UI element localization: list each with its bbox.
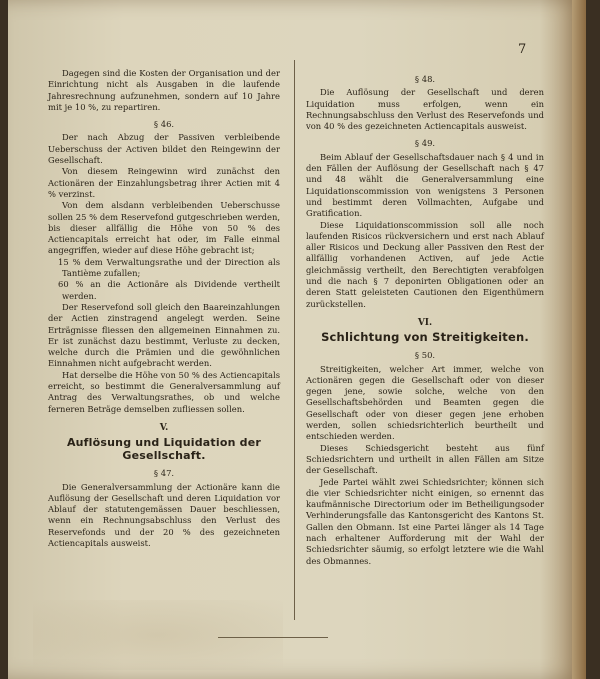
section-v-title: Auflösung und Liquidation der Gesellschaft. — [66, 436, 262, 463]
section-v-numeral: V. — [159, 422, 169, 433]
section-49-paragraph-2: Diese Liquidationscommission soll alle noch laufenden Risicos rückversichern und erst nach Ablauf aller Risicos und Deckung aller Passiven den Rest der allfällig vorhandenen Activen, auf jede Actie gleichmässig vertheilt, den Berechtigten verabfolgen und die nach § 7 deponirten Obligationen oder an deren Statt geleisteten Cautionen den Eigenthümern zurückstellen. — [306, 219, 544, 309]
section-46-label: § 46. — [153, 119, 175, 130]
bottom-rule — [218, 637, 328, 638]
section-48-paragraph-1: Die Auflösung der Gesellschaft und deren Liquidation muss erfolgen, wenn ein Rechnungsabschluss den Verlust des Reservefonds und von 40 % des gezeichneten Actiencapitals ausweist. — [306, 87, 544, 132]
section-50-paragraph-3: Jede Partei wählt zwei Schiedsrichter; können sich die vier Schiedsrichter nicht einigen, so ernennt das kaufmännische Directorium oder im Betheiligungsoder Verhinderungsfalle das Kantonsgericht des Kantons St. Gallen den Obmann. Ist eine Partei länger als 14 Tage nach erhaltener Aufforderung mit der Wahl der Schiedsrichter säumig, so erfolgt letztere wie die Wahl des Obmannes. — [306, 476, 544, 566]
left-column — [48, 68, 280, 549]
intro-paragraph: Dagegen sind die Kosten der Organisation und der Einrichtung nicht als Ausgaben in die laufende Jahresrechnung aufzunehmen, sondern auf 10 Jahre mit je 10 %, zu repartiren. — [48, 68, 280, 112]
section-46-paragraph-1: Der nach Abzug der Passiven verbleibende Ueberschuss der Activen bildet den Reingewinn der Gesellschaft. — [48, 132, 280, 166]
section-46-item-2: 60 % an die Actionäre als Dividende vertheilt werden. — [58, 279, 280, 301]
section-47-label: § 47. — [153, 468, 175, 479]
section-vi-numeral: VI. — [417, 317, 433, 328]
page-number: 7 — [518, 42, 527, 57]
right-column — [306, 68, 544, 567]
section-50-paragraph-1: Streitigkeiten, welcher Art immer, welche von Actionären gegen die Gesellschaft oder von dieser gegen jene, sowie solche, welche von den Gesellschaftsbehörden und Beamten gegen die Gesellschaft oder von dieser gegen jene erhoben werden, sollen schiedsrichterlich beurtheilt und entschieden werden. — [306, 363, 544, 442]
book-page — [8, 0, 586, 679]
section-49-paragraph-1: Beim Ablauf der Gesellschaftsdauer nach § 4 und in den Fällen der Auflösung der Gesellschaft nach § 47 und 48 wählt die Generalversammlung eine Liquidationscommission von wenigstens 3 Personen und bestimmt deren Vollmachten, Aufgabe und Gratification. — [306, 151, 544, 219]
section-46-paragraph-5: Hat derselbe die Höhe von 50 % des Actiencapitals erreicht, so bestimmt die Generalversammlung auf Antrag des Verwaltungsrathes, ob und welche ferneren Beträge demselben zufliessen sollen. — [48, 369, 280, 414]
section-46-item-1: 15 % dem Verwaltungsrathe und der Direction als Tantième zufallen; — [58, 256, 280, 279]
section-46-paragraph-4: Der Reservefond soll gleich den Baareinzahlungen der Actien zinstragend angelegt werden. Seine Erträgnisse fliessen den allgemeinen Einnahmen zu. Er ist zunächst dazu bestimmt, Verluste zu decken, welche durch die Prämien und die gewöhnlichen Einnahmen nicht aufgebracht werden. — [48, 301, 280, 369]
page-edge — [572, 0, 586, 679]
section-46-paragraph-2: Von diesem Reingewinn wird zunächst den Actionären der Einzahlungsbetrag ihrer Actien mit 4 % verzinst. — [48, 166, 280, 199]
section-50-label: § 50. — [414, 350, 436, 361]
section-49-label: § 49. — [414, 138, 436, 149]
section-vi-title: Schlichtung von Streitigkeiten. — [321, 330, 529, 345]
column-divider — [294, 60, 295, 620]
section-47-paragraph-1: Die Generalversammlung der Actionäre kann die Auflösung der Gesellschaft und deren Liquidation vor Ablauf der statutengemässen Dauer beschliessen, wenn ein Rechnungsabschluss den Verlust des Reservefonds und der 20 % des gezeichneten Actiencapitals ausweist. — [48, 481, 280, 548]
paper-stain — [33, 600, 283, 670]
section-50-paragraph-2: Dieses Schiedsgericht besteht aus fünf Schiedsrichtern und urtheilt in allen Fällen am Sitze der Gesellschaft. — [306, 442, 544, 476]
section-48-label: § 48. — [414, 74, 436, 84]
section-46-paragraph-3: Von dem alsdann verbleibenden Ueberschusse sollen 25 % dem Reservefond gutgeschrieben werden, bis dieser allfällig die Höhe von 50 % des Actiencapitals erreicht hat oder, im Falle einmal angegriffen, wieder auf diese Höhe gebracht ist; — [48, 200, 280, 256]
